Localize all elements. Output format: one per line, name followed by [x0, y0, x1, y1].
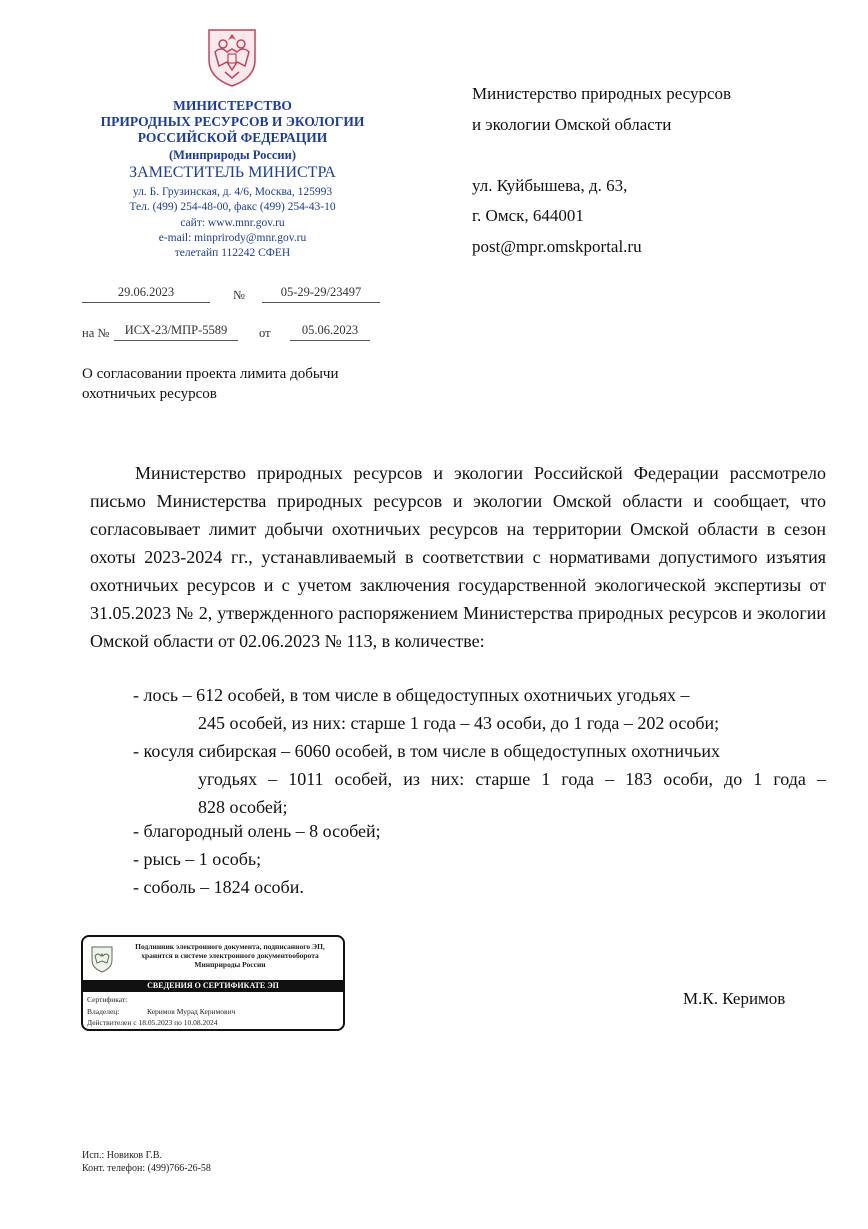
addressee-street: ул. Куйбышева, д. 63,	[472, 176, 628, 195]
executor: Исп.: Новиков Г.В.	[82, 1150, 162, 1161]
from-label: от	[259, 326, 271, 340]
document-number: 05-29-29/23497	[262, 285, 380, 303]
letterhead-name-line2: РОССИЙСКОЙ ФЕДЕРАЦИИ	[137, 130, 328, 145]
list-item: - лось – 612 особей, в том числе в общедоступных охотничьих угодьях –	[133, 685, 690, 705]
e-signature-stamp	[81, 935, 345, 1031]
list-item-continuation: угодьях – 1011 особей, из них: старше 1 года – 183 особи, до 1 года –	[198, 769, 826, 789]
list-item: - косуля сибирская – 6060 особей, в том числе в общедоступных охотничьих	[133, 741, 720, 761]
stamp-validity: Действителен с 18.05.2023 по 10.08.2024	[87, 1018, 218, 1027]
stamp-owner: Керимов Мурад Керимович	[147, 1007, 236, 1016]
letterhead-email: e-mail: minprirody@mnr.gov.ru	[158, 232, 307, 244]
letterhead-teletype: телетайп 112242 СФЕН	[174, 247, 291, 259]
list-item: - рысь – 1 особь;	[133, 849, 262, 869]
list-item: - соболь – 1824 особи.	[133, 877, 304, 897]
reply-to-label: на №	[82, 326, 110, 340]
letterhead-position: ЗАМЕСТИТЕЛЬ МИНИСТРА	[129, 164, 336, 181]
list-item: - благородный олень – 8 особей;	[133, 821, 381, 841]
document-date: 29.06.2023	[82, 285, 210, 303]
body-paragraph: Министерство природных ресурсов и экологии Российской Федерации рассмотрело письмо Министерства природных ресурсов и экологии Омской области и сообщает, что согласовывает лимит добычи охотничьих ресурсов на территории Омской области в сезон охоты 2023-2024 гг., устанавливаемый в соответствии с нормативами допустимого изъятия охотничьих ресурсов и с учетом заключения государственной экологической экспертизы от 31.05.2023 № 2, утвержденного распоряжением Министерства природных ресурсов и экологии Омской области от 02.06.2023 № 113, в количестве:	[90, 463, 826, 651]
addressee-line1: Министерство природных ресурсов	[472, 84, 732, 103]
number-label: №	[233, 288, 245, 302]
letterhead-short-name: (Минприроды России)	[168, 148, 296, 162]
stamp-owner-label: Владелец:	[87, 1007, 120, 1016]
addressee-email: post@mpr.omskportal.ru	[472, 237, 642, 256]
reply-to-date: 05.06.2023	[290, 323, 370, 341]
subject: О согласовании проекта лимита добычи охотничьих ресурсов	[82, 366, 339, 402]
contact-phone: Конт. телефон: (499)766-26-58	[82, 1163, 211, 1174]
stamp-emblem-icon	[89, 943, 115, 973]
letterhead-phone: Тел. (499) 254-48-00, факс (499) 254-43-10	[129, 201, 336, 213]
list-item-continuation: 828 особей;	[198, 797, 288, 817]
letterhead-name-line1: ПРИРОДНЫХ РЕСУРСОВ И ЭКОЛОГИИ	[100, 114, 365, 129]
addressee-city: г. Омск, 644001	[472, 206, 584, 225]
addressee-line2: и экологии Омской области	[472, 115, 672, 134]
stamp-certificate-label: Сертификат:	[87, 995, 128, 1004]
emblem-icon	[203, 22, 261, 88]
reply-to-number: ИСХ-23/МПР-5589	[114, 323, 238, 341]
stamp-header: Подлинник электронного документа, подписанного ЭП, хранится в системе электронного документооборота Минприроды России	[135, 942, 325, 969]
letterhead-ministry: МИНИСТЕРСТВО	[173, 98, 292, 113]
signer-name: М.К. Керимов	[683, 989, 786, 1008]
letterhead-site: сайт: www.mnr.gov.ru	[180, 217, 285, 229]
list-item-continuation: 245 особей, из них: старше 1 года – 43 особи, до 1 года – 202 особи;	[198, 713, 720, 733]
stamp-title: СВЕДЕНИЯ О СЕРТИФИКАТЕ ЭП	[83, 980, 343, 992]
letterhead-address: ул. Б. Грузинская, д. 4/6, Москва, 125993	[132, 186, 333, 198]
